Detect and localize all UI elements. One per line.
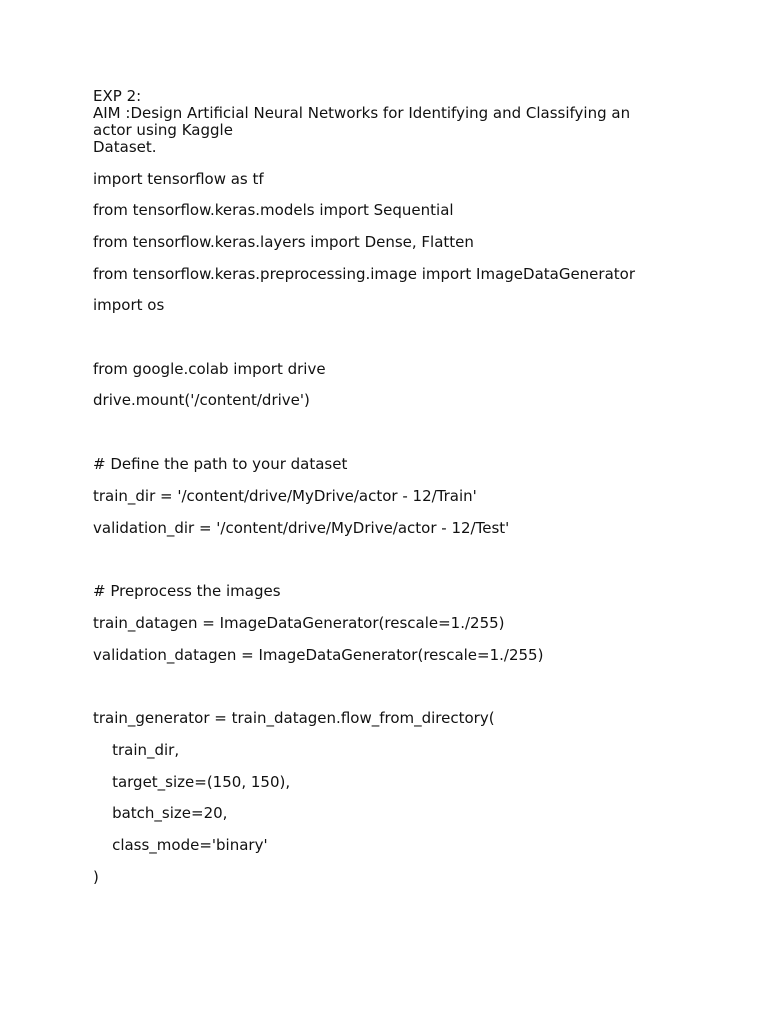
code-comment: # Define the path to your dataset	[93, 455, 348, 473]
code-line: batch_size=20,	[93, 804, 228, 822]
code-line: train_dir,	[93, 741, 180, 759]
code-line: class_mode='binary'	[93, 836, 268, 854]
code-line: train_datagen = ImageDataGenerator(rescale=1./255)	[93, 614, 505, 632]
code-line: from tensorflow.keras.preprocessing.image import ImageDataGenerator	[93, 265, 635, 283]
code-line: train_dir = '/content/drive/MyDrive/actor - 12/Train'	[93, 487, 477, 505]
code-line: import os	[93, 296, 165, 314]
code-line: validation_datagen = ImageDataGenerator(rescale=1./255)	[93, 646, 544, 664]
code-line: validation_dir = '/content/drive/MyDrive/actor - 12/Test'	[93, 519, 510, 537]
aim-line-3: Dataset.	[93, 138, 157, 156]
code-line: )	[93, 868, 99, 886]
aim-line-1: AIM :Design Artificial Neural Networks for Identifying and Classifying an	[93, 104, 631, 122]
code-line: target_size=(150, 150),	[93, 773, 291, 791]
exp-heading: EXP 2:	[93, 87, 142, 105]
code-line: from google.colab import drive	[93, 360, 326, 378]
code-line: train_generator = train_datagen.flow_from_directory(	[93, 709, 495, 727]
code-line: drive.mount('/content/drive')	[93, 391, 310, 409]
code-line: import tensorflow as tf	[93, 170, 264, 188]
aim-line-2: actor using Kaggle	[93, 121, 233, 139]
code-line: from tensorflow.keras.layers import Dense, Flatten	[93, 233, 474, 251]
code-line: from tensorflow.keras.models import Sequential	[93, 201, 454, 219]
code-comment: # Preprocess the images	[93, 582, 281, 600]
